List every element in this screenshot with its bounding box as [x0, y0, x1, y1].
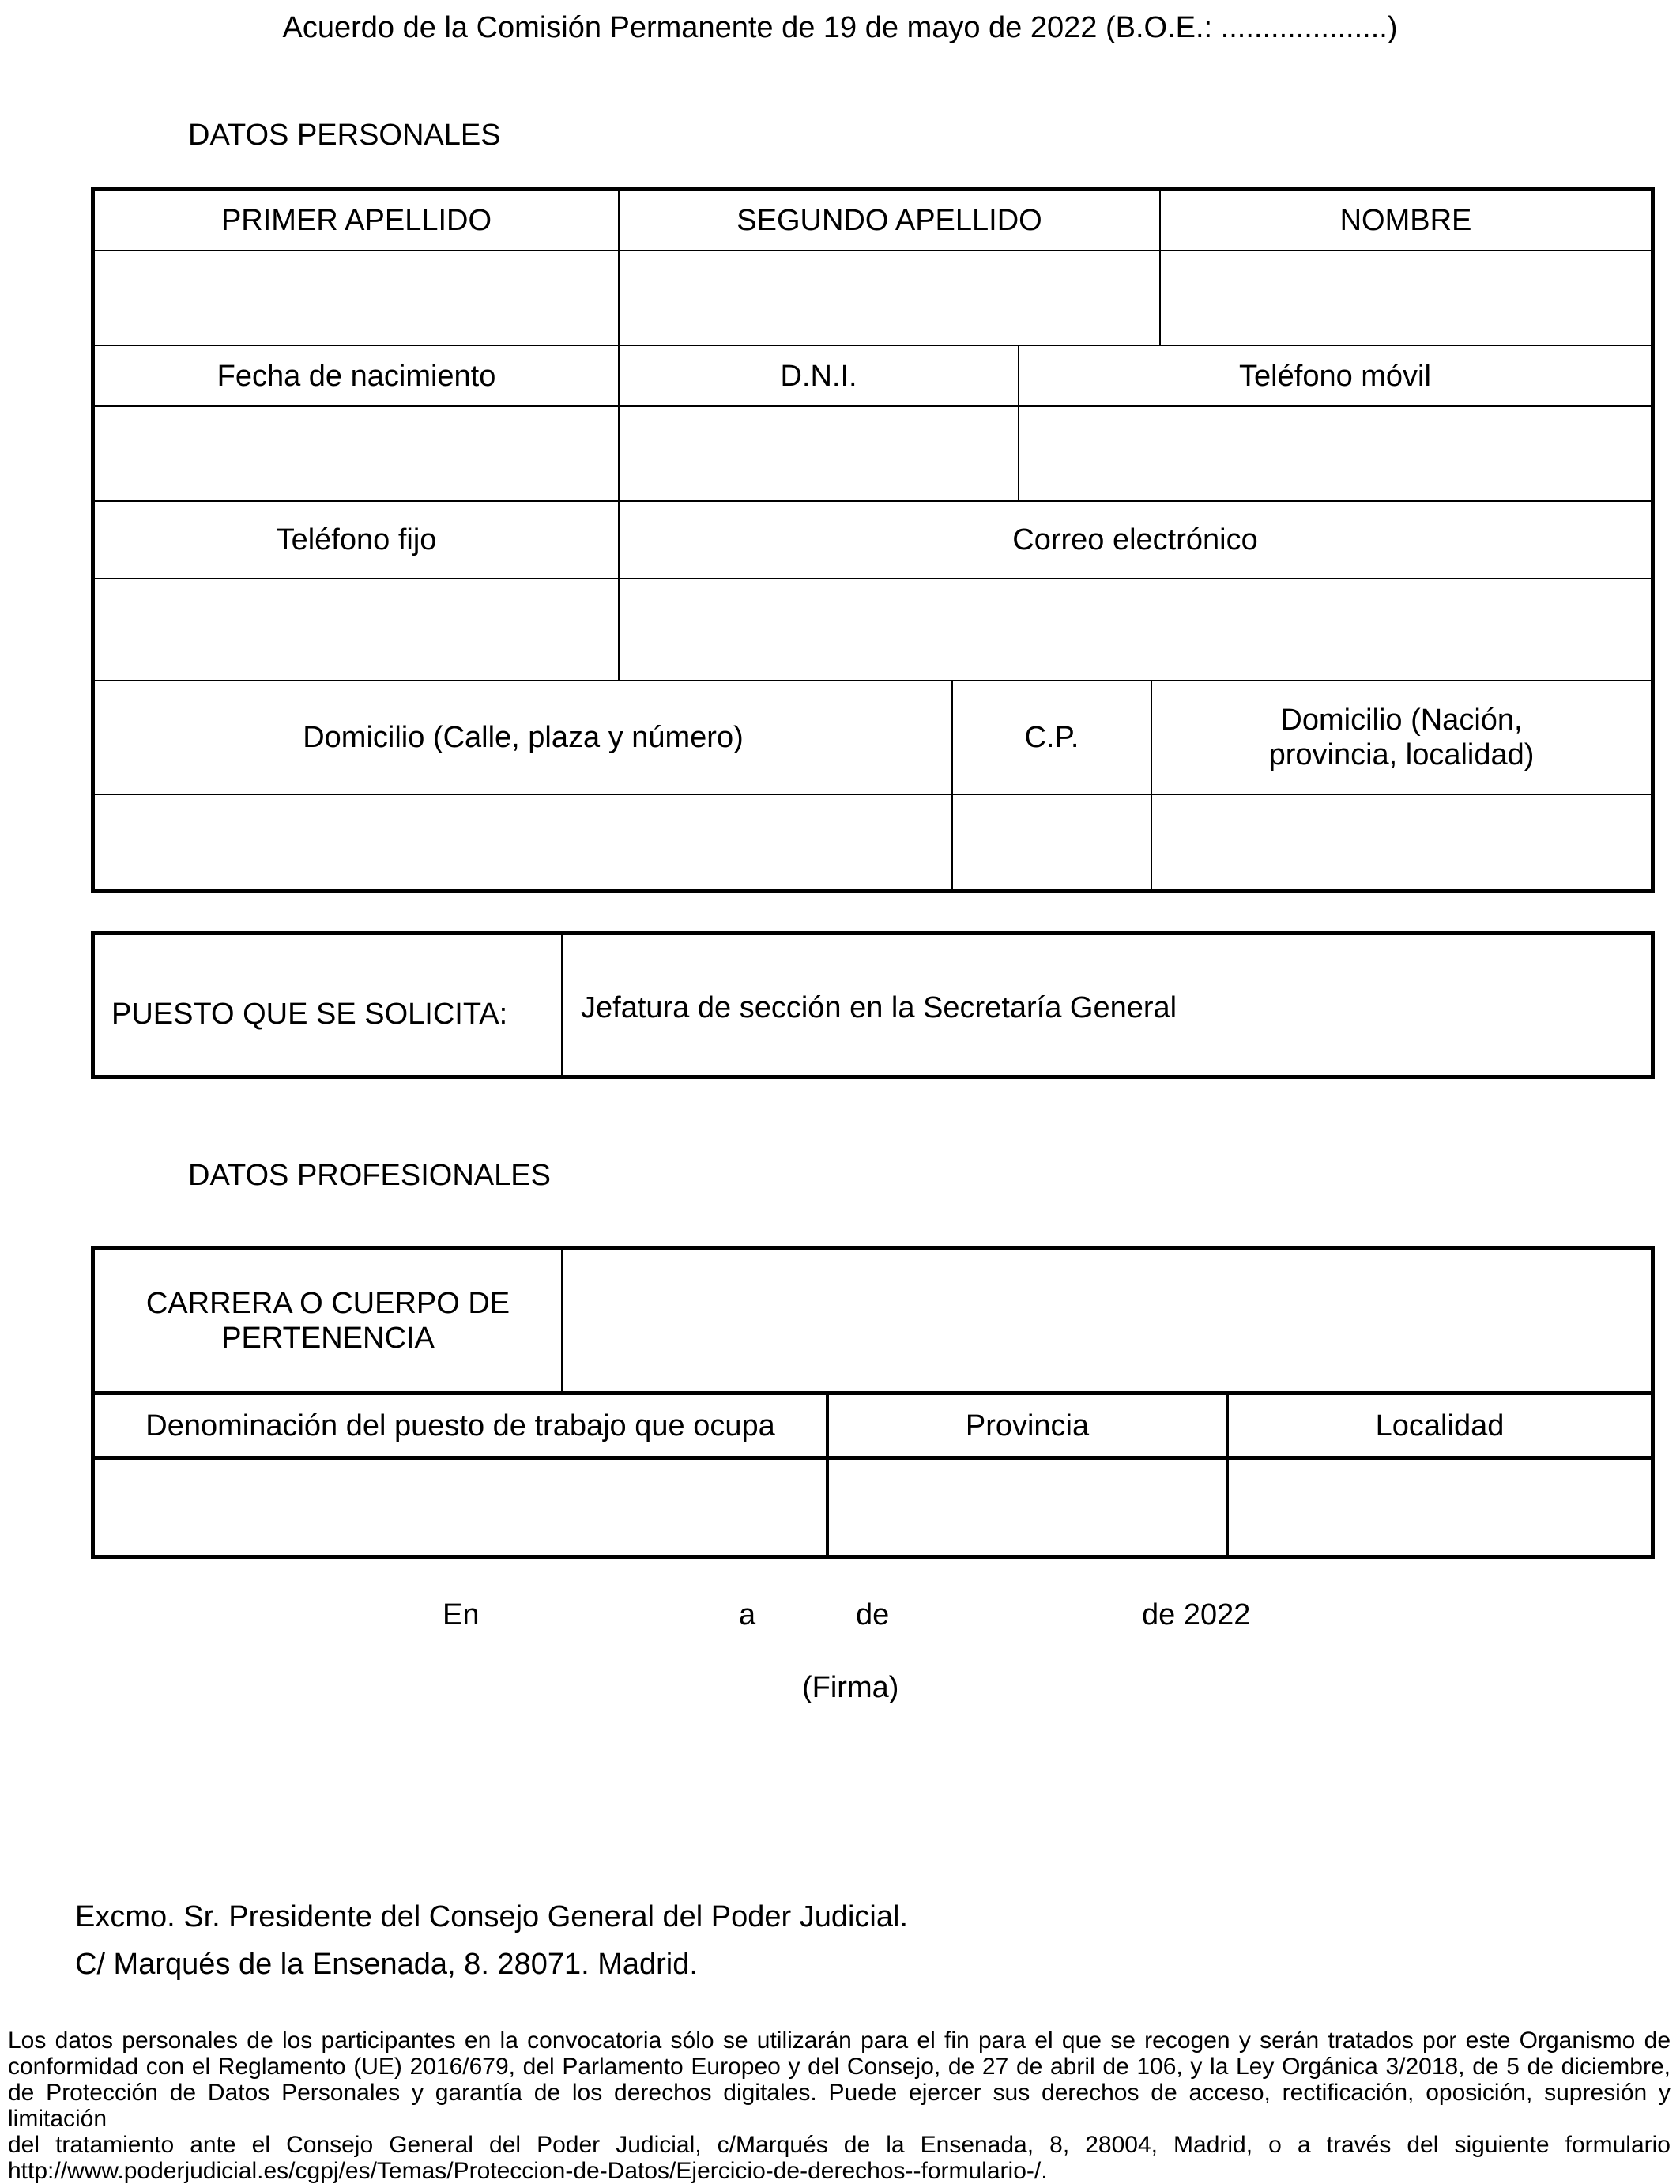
sign-de: de — [856, 1598, 890, 1631]
personal-section-title: DATOS PERSONALES — [188, 119, 501, 152]
dni-label: D.N.I. — [780, 359, 857, 393]
addressee-line2: C/ Marqués de la Ensenada, 8. 28071. Madrid. — [75, 1948, 698, 1981]
sign-year: de 2022 — [1142, 1598, 1251, 1631]
addressee-line1: Excmo. Sr. Presidente del Consejo General del Poder Judicial. — [75, 1900, 908, 1933]
postal-code-label: C.P. — [1024, 721, 1079, 754]
position-value[interactable]: Jefatura de sección en la Secretaría General — [581, 991, 1177, 1024]
career-line1: CARRERA O CUERPO DE — [145, 1286, 510, 1320]
job-title-field[interactable] — [95, 1460, 826, 1555]
province-field[interactable] — [829, 1460, 1226, 1555]
first-surname-field[interactable] — [95, 251, 618, 345]
birth-date-field[interactable] — [95, 407, 618, 500]
privacy-line2: conformidad con el Reglamento (UE) 2016/679, del Parlamento Europeo y del Consejo, de 27 de abril de 106, y la Ley Orgánica 3/2018, de 5 de diciembre, — [8, 2054, 1671, 2080]
privacy-line4: del tratamiento ante el Consejo General del Poder Judicial, c/Marqués de la Ensenada, 8, 28004, Madrid, o a través del siguiente formulario — [8, 2132, 1671, 2158]
locality-label: Localidad — [1375, 1409, 1505, 1443]
job-title-label: Denominación del puesto de trabajo que ocupa — [145, 1409, 775, 1443]
position-label: PUESTO QUE SE SOLICITA: — [111, 998, 508, 1031]
signature-label: (Firma) — [802, 1671, 899, 1704]
address-field[interactable] — [95, 795, 951, 889]
career-line2: PERTENENCIA — [221, 1321, 435, 1355]
privacy-notice — [8, 2027, 1671, 2184]
privacy-line3: de Protección de Datos Personales y garantía de los derechos digitales. Puede ejercer sus derechos de acceso, rectificación, oposición, supresión y limitación — [8, 2080, 1671, 2132]
name-label: NOMBRE — [1339, 204, 1472, 237]
privacy-line5[interactable]: http://www.poderjudicial.es/cgpj/es/Temas/Proteccion-de-Datos/Ejercicio-de-derechos--formulario-/. — [8, 2158, 1048, 2184]
mobile-label: Teléfono móvil — [1239, 359, 1431, 393]
birth-date-label: Fecha de nacimiento — [217, 359, 496, 393]
locality-field[interactable] — [1229, 1460, 1651, 1555]
address-region-line2: provincia, localidad) — [1268, 738, 1535, 771]
address-label: Domicilio (Calle, plaza y número) — [303, 721, 744, 754]
address-region-label — [1152, 681, 1651, 794]
email-label: Correo electrónico — [1012, 523, 1258, 556]
address-region-field[interactable] — [1152, 795, 1651, 889]
sign-a: a — [739, 1598, 756, 1631]
email-field[interactable] — [620, 579, 1651, 680]
first-surname-label: PRIMER APELLIDO — [220, 204, 492, 237]
career-label — [95, 1250, 561, 1391]
sign-en: En — [443, 1598, 480, 1631]
landline-field[interactable] — [95, 579, 618, 680]
agreement-header: Acuerdo de la Comisión Permanente de 19 de mayo de 2022 (B.O.E.: ....................) — [282, 11, 1398, 44]
postal-code-field[interactable] — [953, 795, 1151, 889]
landline-label: Teléfono fijo — [276, 523, 437, 556]
mobile-field[interactable] — [1019, 407, 1651, 500]
second-surname-field[interactable] — [620, 251, 1159, 345]
name-field[interactable] — [1161, 251, 1651, 345]
address-region-line1: Domicilio (Nación, — [1280, 703, 1523, 737]
career-field[interactable] — [563, 1250, 1651, 1391]
province-label: Provincia — [965, 1409, 1090, 1443]
dni-field[interactable] — [620, 407, 1018, 500]
privacy-line1: Los datos personales de los participantes en la convocatoria sólo se utilizarán para el fin para el que se recogen y serán tratados por este Organismo de — [8, 2027, 1671, 2054]
professional-section-title: DATOS PROFESIONALES — [188, 1159, 551, 1192]
second-surname-label: SEGUNDO APELLIDO — [736, 204, 1042, 237]
